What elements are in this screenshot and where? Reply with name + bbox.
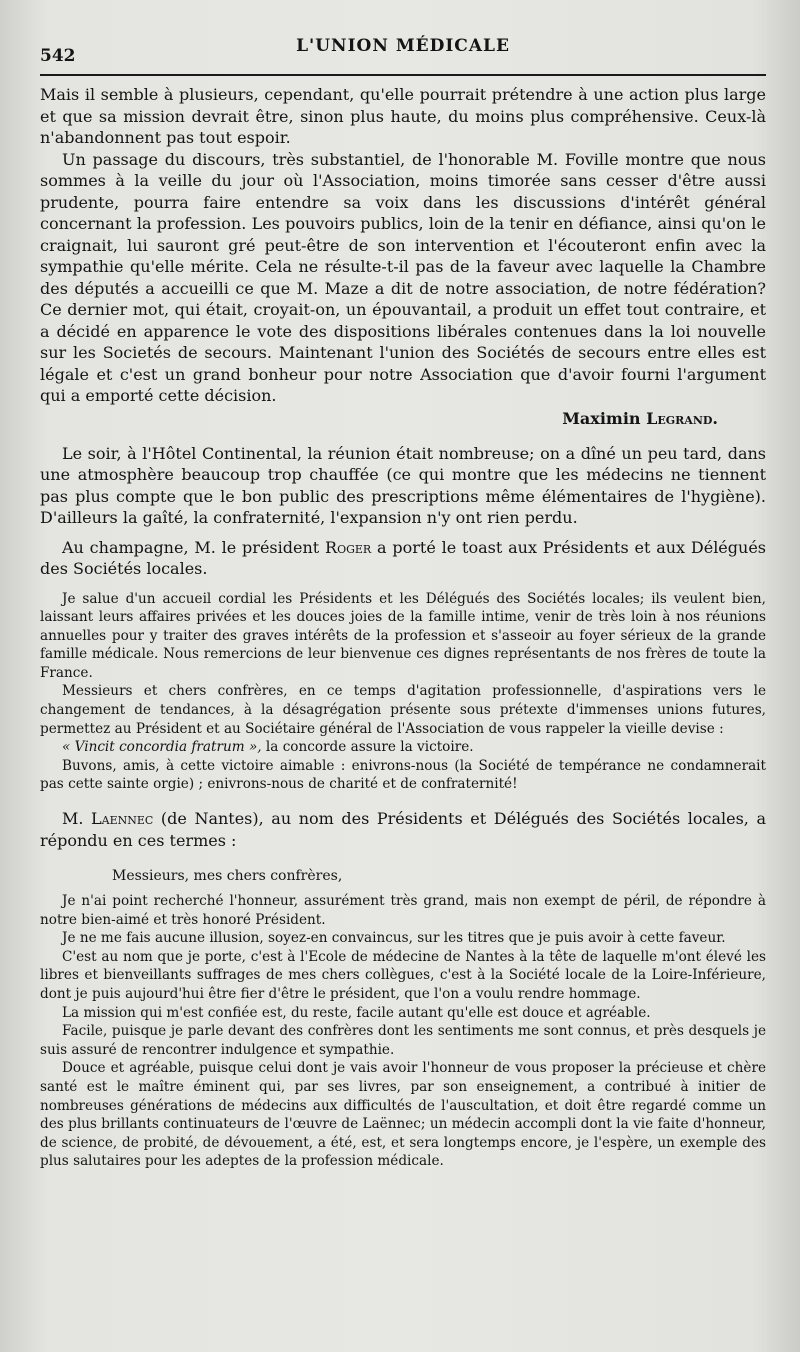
paragraph-4-after: a porté le toast aux Présidents et aux Délégués des Sociétés locales. <box>40 537 767 578</box>
reply-paragraph-6: Douce et agréable, puisque celui dont je vais avoir l'honneur de vous proposer la précieuse et chère santé est le maître éminent qui, par ses livres, par son enseignement, a contribué à initier de nombreuses générations de médecins aux difficultés de l'auscultation, et doit être regardé comme un des plus brillants continuateurs de l'œuvre de Laënnec; un médecin accompli dont la vie faite d'honneur, de science, de probité, de dévouement, a été, est, et sera longtemps encore, je l'espère, un exemple des plus salutaires pour les adeptes de la profession médicale. <box>40 1060 766 1170</box>
paragraph-4-before: Au champagne, M. le président <box>62 537 320 557</box>
toast-speech <box>40 590 766 795</box>
paragraph-1: Mais il semble à plusieurs, cependant, qu'elle pourrait prétendre à une action plus large et que sa mission devrait être, sinon plus haute, du moins plus compréhensive. Ceux-là n'abandonnent pas tout espoir. <box>40 85 766 147</box>
laennec-name: Laennec <box>91 809 154 829</box>
reply-salutation: Messieurs, mes chers confrères, <box>112 868 343 885</box>
page-header <box>40 32 766 66</box>
running-title: L'UNION MÉDICALE <box>296 36 510 56</box>
toast-paragraph-4: Buvons, amis, à cette victoire aimable : enivrons-nous (la Société de tempérance ne condamnerait pas cette sainte orgie) ; enivrons-nous de charité et de confraternité! <box>40 757 766 793</box>
reply-paragraph-3: C'est au nom que je porte, c'est à l'Ecole de médecine de Nantes à la tête de laquelle m'ont élevé les libres et bienveillants suffrages de mes chers collègues, c'est à la Société locale de la Loire-Inférieure, dont je puis aujourd'hui être fier d'être le président, que l'on a voulu rendre hommage. <box>40 948 766 1002</box>
paragraph-2: Un passage du discours, très substantiel, de l'honorable M. Foville montre que nous sommes à la veille du jour où l'Association, moins timorée sans cesser d'être aussi prudente, pourra faire entendre sa voix dans les discussions d'intérêt général concernant la profession. Les pouvoirs publics, loin de la tenir en défiance, ainsi qu'on le craignait, lui sauront gré peut-être de son intervention et l'écouteront enfin avec la sympathie qu'elle mérite. Cela ne résulte-t-il pas de la faveur avec laquelle la Chambre des députés a accueilli ce que M. Maze a dit de notre association, de notre fédération? Ce dernier mot, qui était, croyait-on, un épouvantail, a produit un effet tout contraire, et a décidé en apparence le vote des dispositions libérales contenues dans la loi nouvelle sur les Societés de secours. Maintenant l'union des Sociétés de secours entre elles est légale et c'est un grand bonheur pour notre Association que d'avoir fourni l'argument qui a emporté cette décision. <box>40 149 766 405</box>
toast-motto-translation: la concorde assure la victoire. <box>265 739 474 756</box>
president-name: Roger <box>325 537 372 557</box>
page-number: 542 <box>40 46 76 66</box>
header-rule <box>40 74 766 76</box>
toast-paragraph-3 <box>40 738 766 757</box>
paragraph-3: Le soir, à l'Hôtel Continental, la réunion était nombreuse; on a dîné un peu tard, dans une atmosphère beaucoup trop chauffée (ce qui montre que les médecins ne tiennent pas plus compte que le bon public des prescriptions même élémentaires de l'hygiène). D'ailleurs la gaîté, la confraternité, l'expansion n'y ont rien perdu. <box>40 443 766 527</box>
toast-paragraph-2: Messieurs et chers confrères, en ce temps d'agitation professionnelle, d'aspirations vers le changement de tendances, à la désagrégation présente sous prétexte d'immenses unions futures, permettez au Président et au Sociétaire général de l'Association de vous rappeler la vieille devise : <box>40 683 766 737</box>
paragraph-5-title: M. <box>62 809 84 829</box>
signature-first-name: Maximin <box>562 408 641 428</box>
reply-paragraph-1: Je n'ai point recherché l'honneur, assurément très grand, mais non exempt de péril, de répondre à notre bien-aimé et très honoré Président. <box>40 893 766 928</box>
reply-paragraph-2: Je ne me fais aucune illusion, soyez-en convaincus, sur les titres que je puis avoir à cette faveur. <box>62 930 726 947</box>
reply-paragraph-5: Facile, puisque je parle devant des confrères dont les sentiments me sont connus, et près desquels je suis assuré de rencontrer indulgence et sympathie. <box>40 1023 766 1058</box>
paragraph-5-rest: (de Nantes), au nom des Présidents et Délégués des Sociétés locales, a répondu en ces termes : <box>40 809 766 850</box>
signature-last-name: Legrand. <box>646 408 718 428</box>
signature <box>40 408 766 429</box>
toast-paragraph-1: Je salue d'un accueil cordial les Présidents et les Délégués des Sociétés locales; ils veulent bien, laissant leurs affaires privées et les douces joies de la famille intime, venir de très loin à nos réunions annuelles pour y traiter des graves intérêts de la profession et s'asseoir au foyer sérieux de la grande famille médicale. Nous remercions de leur bienvenue ces dignes représentants de nos frères de toute la France. <box>40 590 766 681</box>
reply-speech <box>40 867 766 1171</box>
paragraph-4 <box>40 537 766 580</box>
paragraph-5 <box>40 808 766 851</box>
reply-paragraph-4: La mission qui m'est confiée est, du reste, facile autant qu'elle est douce et agréable. <box>62 1004 651 1021</box>
toast-latin-motto: « Vincit concordia fratrum », <box>62 739 262 756</box>
